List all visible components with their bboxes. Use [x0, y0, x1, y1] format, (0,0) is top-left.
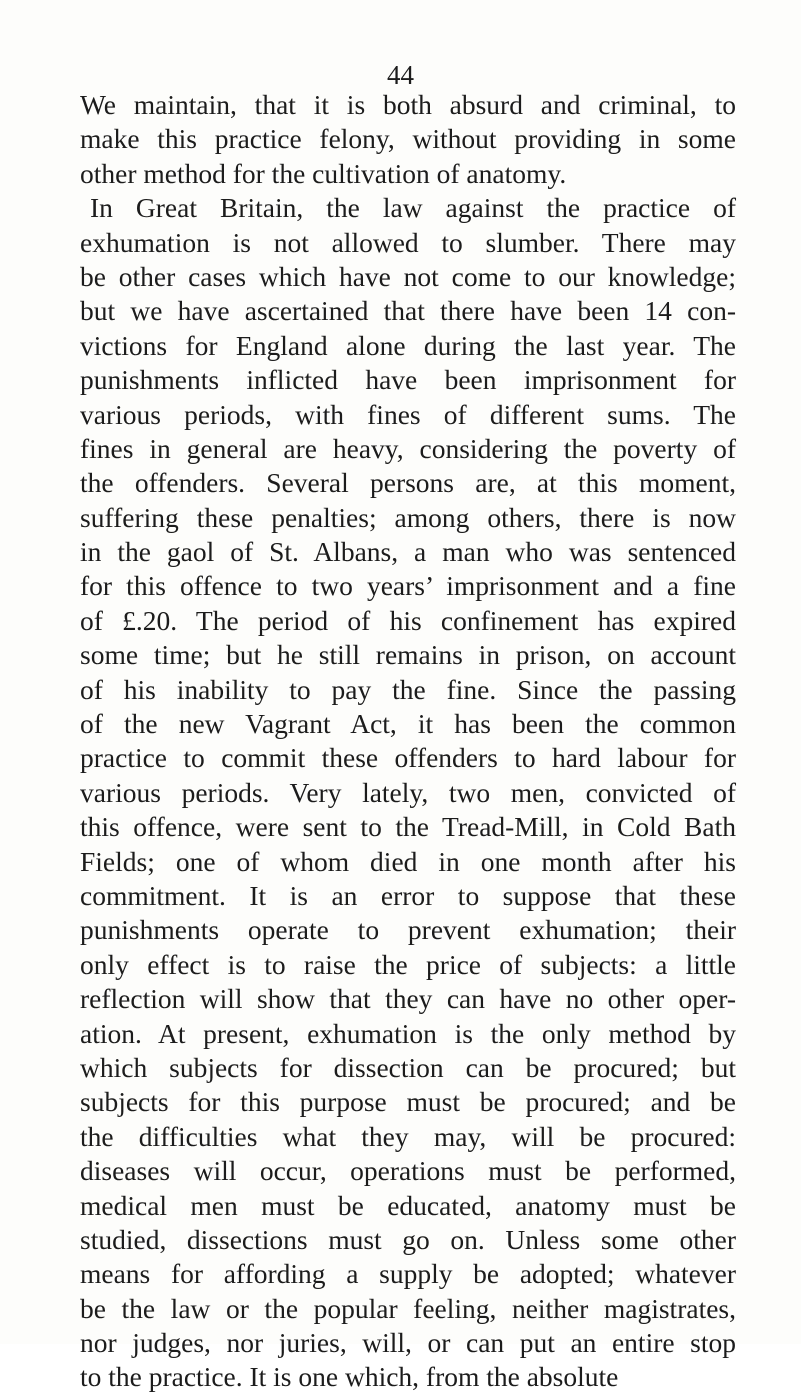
text-line: practice to commit these offenders to hard labour for [80, 742, 736, 774]
text-line: victions for England alone during the last year. The [80, 329, 736, 361]
text-line: some time; but he still remains in prison, on account [80, 639, 736, 671]
text-line: We maintain, that it is both absurd and criminal, to [80, 89, 736, 120]
text-line: subjects for this purpose must be procured; and be [80, 1086, 736, 1118]
text-line: commitment. It is an error to suppose that these [80, 879, 736, 911]
text-line: of the new Vagrant Act, it has been the common [80, 708, 736, 740]
text-line: ation. At present, exhumation is the only method by [80, 1017, 736, 1049]
text-line: in the gaol of St. Albans, a man who was sentenced [80, 536, 736, 568]
text-line: for this offence to two years’ imprisonment and a fine [80, 570, 736, 602]
text-line: studied, dissections must go on. Unless some other [80, 1223, 736, 1255]
text-line: to the practice. It is one which, from the absolute [80, 1361, 619, 1393]
text-line: of £.20. The period of his confinement has expired [80, 604, 736, 636]
text-line: fines in general are heavy, considering the poverty of [80, 432, 736, 464]
text-line: suffering these penalties; among others, there is now [80, 501, 736, 533]
text-line: reflection will show that they can have no other oper- [80, 983, 736, 1015]
text-line: various periods. Very lately, two men, convicted of [80, 776, 736, 808]
text-line: be the law or the popular feeling, neither magistrates, [80, 1292, 736, 1324]
text-line: which subjects for dissection can be procured; but [80, 1051, 736, 1083]
text-line: In Great Britain, the law against the practice of [90, 192, 736, 224]
text-line: of his inability to pay the fine. Since the passing [80, 673, 736, 705]
text-line: punishments operate to prevent exhumation; their [80, 914, 736, 946]
text-line: be other cases which have not come to our knowledge; [80, 260, 736, 292]
text-line: make this practice felony, without providing in some [80, 123, 736, 155]
text-line: Fields; one of whom died in one month after his [80, 845, 736, 877]
text-line: medical men must be educated, anatomy must be [80, 1189, 736, 1221]
text-line: but we have ascertained that there have been 14 con- [80, 295, 736, 327]
text-line: the offenders. Several persons are, at this moment, [80, 467, 736, 499]
text-line: exhumation is not allowed to slumber. There may [80, 226, 736, 258]
text-line: only effect is to raise the price of subjects: a little [80, 948, 736, 980]
text-line: this offence, were sent to the Tread-Mill, in Cold Bath [80, 811, 736, 843]
text-line: other method for the cultivation of anatomy. [80, 157, 567, 189]
text-line: punishments inflicted have been imprisonment for [80, 364, 736, 396]
text-line: nor judges, nor juries, will, or can put an entire stop [80, 1327, 736, 1359]
text-line: diseases will occur, operations must be performed, [80, 1155, 736, 1187]
body-text [80, 88, 736, 1395]
page-number: 44 [387, 60, 414, 90]
text-line: means for affording a supply be adopted; whatever [80, 1258, 736, 1290]
text-line: various periods, with fines of different sums. The [80, 398, 736, 430]
text-line: the difficulties what they may, will be procured: [80, 1120, 736, 1152]
